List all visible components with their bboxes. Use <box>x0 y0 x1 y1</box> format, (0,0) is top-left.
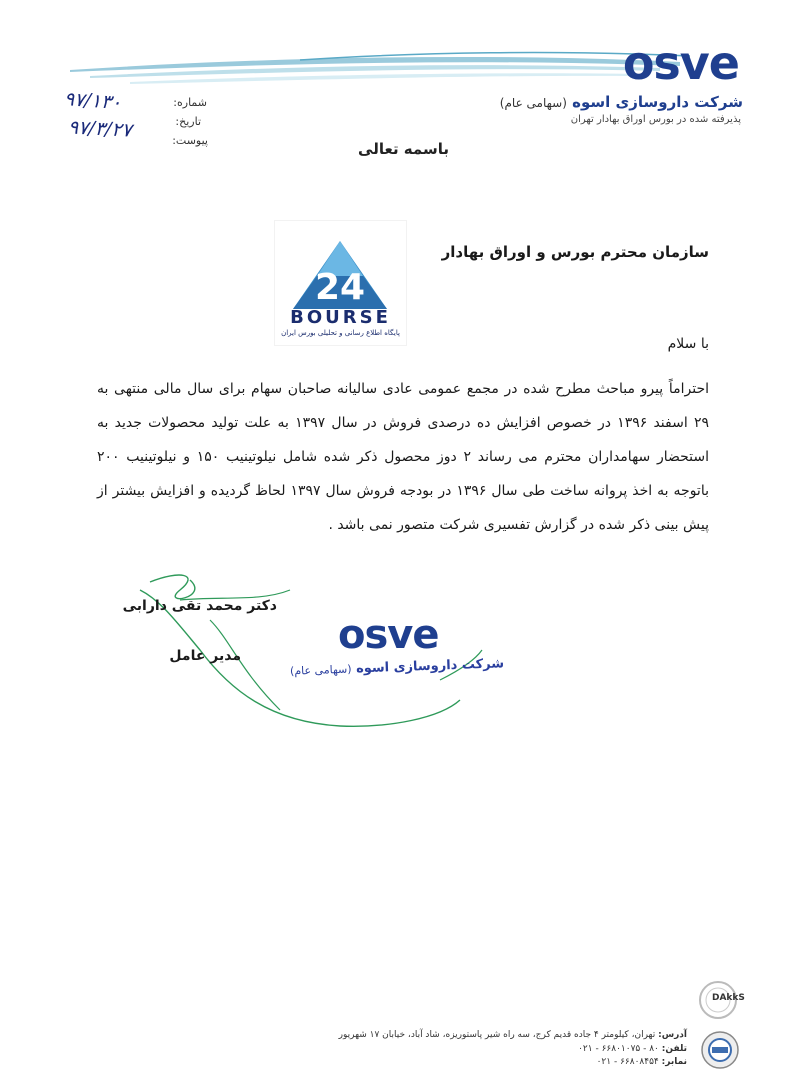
company-type: (سهامی عام) <box>499 96 567 110</box>
attachment-label: پیوست: <box>172 134 208 147</box>
signer-name: دکتر محمد تقی دارابی <box>122 598 277 614</box>
certification-seal-icon <box>700 1030 740 1070</box>
bourse-watermark <box>275 221 406 345</box>
date-label: تاریخ: <box>175 115 201 128</box>
footer-fax <box>597 1057 687 1067</box>
bourse-triangle-icon <box>275 221 406 311</box>
letter-body: احتراماً پیرو مباحث مطرح شده در مجمع عمومی عادی سالیانه صاحبان سهام برای سال مالی منتهی به ۲۹ اسفند ۱۳۹۶ در خصوص افزایش ده درصدی فروش در سال ۱۳۹۷ به علت تولید محصولات جدید به استحضار سهامداران محترم می رساند ۲ دوز محصول ذکر شده شامل نیلوتینیب ۱۵۰ و نیلوتینیب ۲۰۰ باتوجه به اخذ پروانه ساخت طی سال ۱۳۹۶ در بودجه فروش سال ۱۳۹۷ لحاظ گردیده و افزایش بیشتر از پیش بینی ذکر شده در گزارش تفسیری شرکت متصور نمی باشد . <box>97 381 710 533</box>
company-tagline: پذیرفته شده در بورس اوراق بهادار تهران <box>570 114 741 125</box>
recipient-line: سازمان محترم بورس و اوراق بهادار <box>441 243 709 261</box>
phone-label: تلفن: <box>661 1044 687 1054</box>
signer-title: مدیر عامل <box>169 648 241 664</box>
fax-value: ۶۶۸۰۸۴۵۴ - ۰۲۱ <box>596 1057 659 1067</box>
greeting: با سلام <box>667 336 709 352</box>
fax-label: نمابر: <box>661 1057 687 1067</box>
handwritten-date: ۹۷/۳/۲۷ <box>67 116 133 142</box>
handwritten-number: ۹۷/۱۳۰ <box>63 88 123 114</box>
stamp-logo: osve <box>338 612 439 658</box>
number-label: شماره: <box>173 96 207 109</box>
bourse-number: 24 <box>314 267 366 308</box>
footer-phone <box>578 1044 687 1054</box>
footer-address <box>339 1030 687 1040</box>
address-label: آدرس: <box>658 1030 687 1040</box>
dakks-label: DAkkS <box>712 993 745 1003</box>
company-logo: osve <box>622 36 739 90</box>
stamp-company-type: (سهامی عام) <box>289 662 352 678</box>
address-value: تهران، کیلومتر ۴ جاده قدیم کرج، سه راه شیر پاستوریزه، شاد آباد، خیابان ۱۷ شهریور <box>338 1030 656 1040</box>
phone-value: ۸۰ - ۶۶۸۰۱۰۷۵ - ۰۲۱ <box>578 1044 659 1054</box>
company-name <box>500 93 743 111</box>
company-name-text: شرکت داروسازی اسوه <box>572 93 743 111</box>
bourse-caption: پایگاه اطلاع رسانی و تحلیلی بورس ایران <box>281 329 400 337</box>
invocation-heading <box>0 140 807 158</box>
stamp-company-name: شرکت داروسازی اسوه <box>355 656 505 677</box>
bourse-word: BOURSE <box>290 307 391 328</box>
invocation-text: باسمه تعالی <box>358 140 449 158</box>
